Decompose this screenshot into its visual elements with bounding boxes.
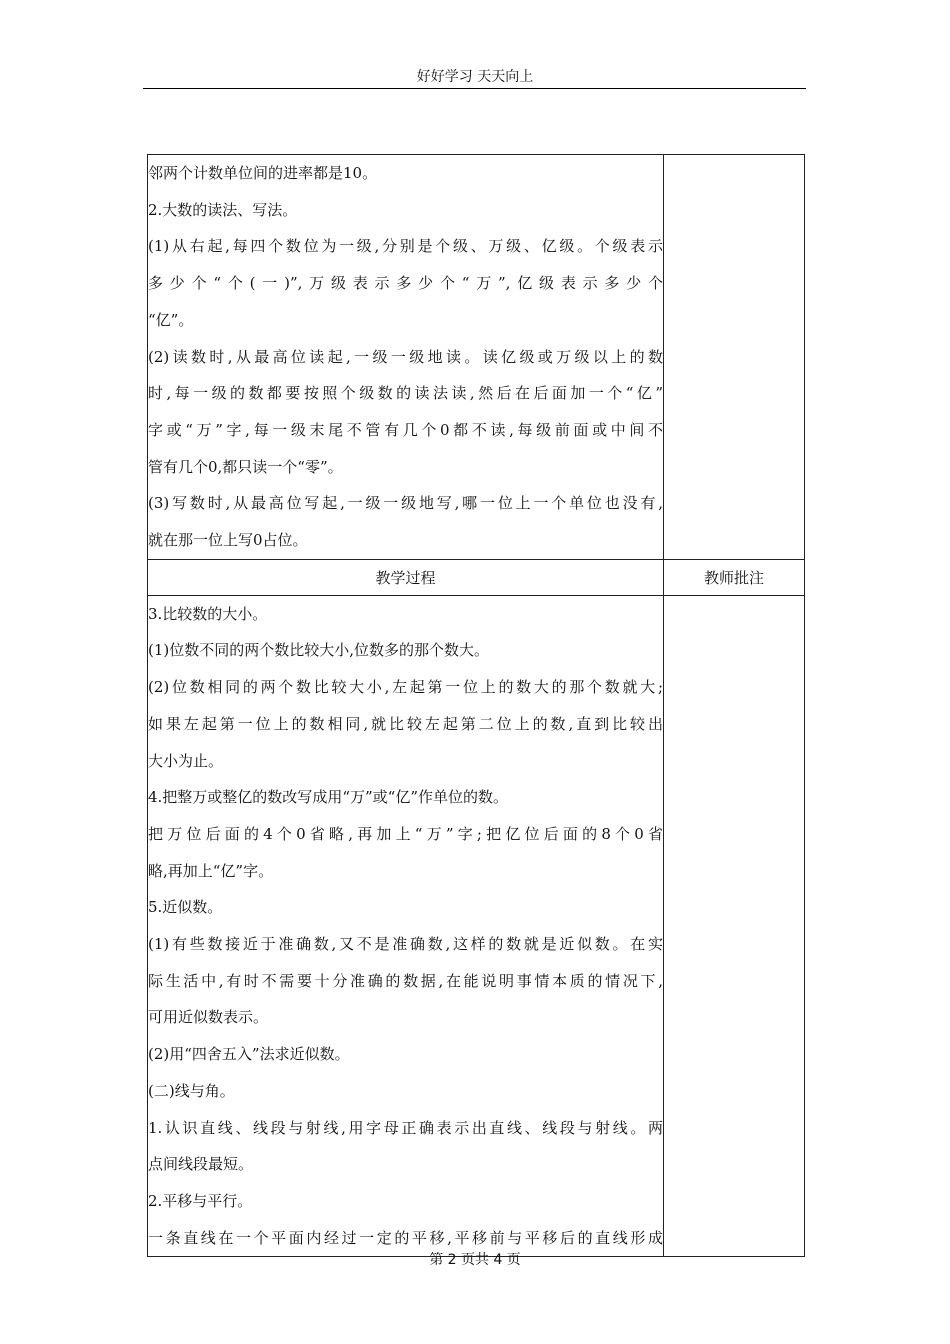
text-line: (二)线与角。 xyxy=(148,1081,235,1100)
process-cell-1 xyxy=(148,155,664,560)
text-line: 可用近似数表示。 xyxy=(148,1008,269,1027)
table-row-content-2 xyxy=(148,595,805,1257)
text-line: (1)有些数接近于准确数,又不是准确数,这样的数就是近似数。在实 xyxy=(148,935,663,954)
text-line: (3)写数时,从最高位写起,一级一级地写,哪一位上一个单位也没有, xyxy=(148,494,663,513)
text-line: 把万位后面的4个0省略,再加上“万”字;把亿位后面的8个0省 xyxy=(148,824,663,843)
text-line: 就在那一位上写0占位。 xyxy=(148,531,308,550)
column-header-process: 教学过程 xyxy=(148,559,664,595)
column-header-notes: 教师批注 xyxy=(664,559,805,595)
text-line: 际生活中,有时不需要十分准确的数据,在能说明事情本质的情况下, xyxy=(148,971,663,990)
table-row-content-1 xyxy=(148,155,805,560)
text-line: 2.大数的读法、写法。 xyxy=(148,200,298,219)
text-line: 一条直线在一个平面内经过一定的平移,平移前与平移后的直线形成 xyxy=(148,1228,663,1247)
notes-cell-1 xyxy=(664,155,805,560)
text-line: 略,再加上“亿”字。 xyxy=(148,861,274,880)
notes-cell-2 xyxy=(664,595,805,1257)
process-cell-2 xyxy=(148,595,664,1257)
text-line: 大小为止。 xyxy=(148,751,224,770)
text-line: (2)用“四舍五入”法求近似数。 xyxy=(148,1045,350,1064)
text-line: 邻两个计数单位间的进率都是10。 xyxy=(148,164,378,182)
text-line: 如果左起第一位上的数相同,就比较左起第二位上的数,直到比较出 xyxy=(148,714,663,733)
text-line: 时,每一级的数都要按照个级数的读法读,然后在后面加一个“亿” xyxy=(148,384,663,403)
text-line: 字或“万”字,每一级末尾不管有几个0都不读,每级前面或中间不 xyxy=(148,420,663,439)
table-header-row xyxy=(148,559,805,595)
text-line: 5.近似数。 xyxy=(148,898,223,917)
text-line: 点间线段最短。 xyxy=(148,1155,254,1174)
text-line: 4.把整万或整亿的数改写成用“万”或“亿”作单位的数。 xyxy=(148,788,508,807)
text-line: 3.比较数的大小。 xyxy=(148,604,268,623)
lesson-table xyxy=(147,154,805,1257)
text-line: (1)从右起,每四个数位为一级,分别是个级、万级、亿级。个级表示 xyxy=(148,237,663,256)
text-line: 多少个“个(一)”,万级表示多少个“万”,亿级表示多少个 xyxy=(148,274,663,293)
text-line: “亿”。 xyxy=(148,310,194,329)
text-line: (2)位数相同的两个数比较大小,左起第一位上的数大的那个数就大; xyxy=(148,678,663,697)
text-line: 2.平移与平行。 xyxy=(148,1191,253,1210)
page-footer: 第 2 页共 4 页 xyxy=(429,1252,521,1268)
header-divider xyxy=(143,88,806,89)
text-line: 管有几个0,都只读一个“零”。 xyxy=(148,457,343,476)
page-header: 好好学习 天天向上 xyxy=(416,69,534,85)
text-line: (2)读数时,从最高位读起,一级一级地读。读亿级或万级以上的数 xyxy=(148,347,663,366)
text-line: 1.认识直线、线段与射线,用字母正确表示出直线、线段与射线。两 xyxy=(148,1118,663,1137)
text-line: (1)位数不同的两个数比较大小,位数多的那个数大。 xyxy=(148,641,490,660)
